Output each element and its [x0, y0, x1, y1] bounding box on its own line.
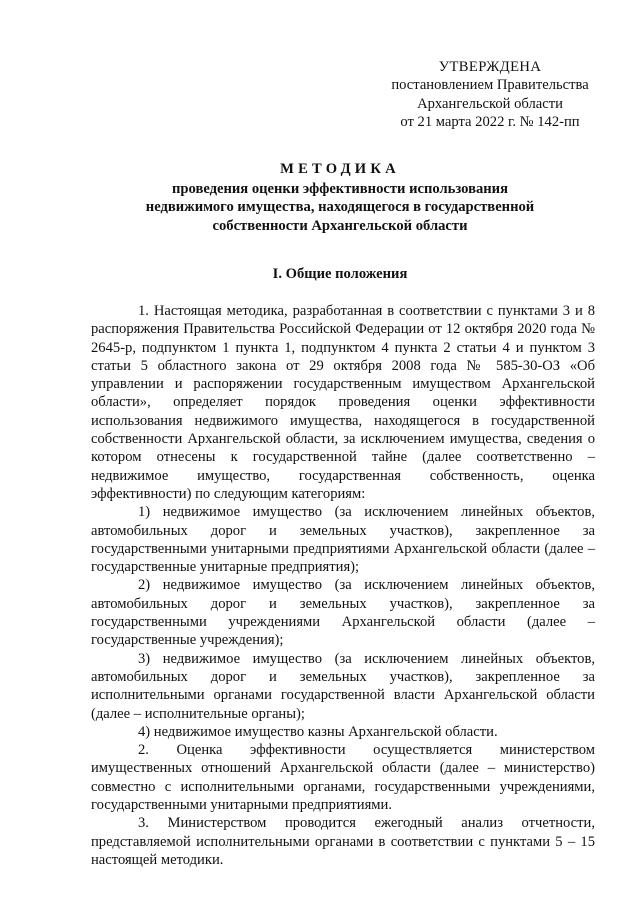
paragraph-2: 2. Оценка эффективности осуществляется министерством имущественных отношений Архангельской области (далее – министерство) совместно с исполнительными органами, государственными учреждениями, государственными унитарными предприятиями.: [91, 742, 595, 814]
document-title: МЕТОДИКА: [280, 161, 400, 177]
paragraph-3: 3. Министерством проводится ежегодный анализ отчетности, представляемой исполнительными органами в соответствии с пунктами 5 – 15 настоящей методики.: [91, 815, 595, 868]
approval-stamp: [380, 58, 600, 132]
paragraph-1-item-2: 2) недвижимое имущество (за исключением линейных объектов, автомобильных дорог и земельных участков), закрепленное за государственными учреждениями Архангельской области (далее – государственные учреждения);: [91, 577, 595, 649]
paragraph-1-item-1: 1) недвижимое имущество (за исключением линейных объектов, автомобильных дорог и земельных участков), закрепленное за государственными унитарными предприятиями Архангельской области (далее – государственные унитарные предприятия);: [91, 504, 595, 576]
approval-line-1: постановлением Правительства: [391, 77, 589, 94]
paragraph-1-item-3: 3) недвижимое имущество (за исключением линейных объектов, автомобильных дорог и земельных участков), закрепленное за исполнительными органами государственной власти Архангельской области (далее – исполнительные органы);: [91, 650, 595, 722]
document-subtitle-line-3: собственности Архангельской области: [212, 217, 468, 234]
paragraph-1-item-4: 4) недвижимое имущество казны Архангельской области.: [138, 723, 498, 740]
document-subtitle-line-2: недвижимого имущества, находящегося в государственной: [145, 199, 535, 216]
section-heading: I. Общие положения: [272, 266, 408, 282]
document-subtitle-line-1: проведения оценки эффективности использования: [172, 180, 508, 197]
approval-line-3: от 21 марта 2022 г. № 142-пп: [400, 114, 580, 131]
approval-line-2: Архангельской области: [417, 95, 563, 112]
paragraph-1: 1. Настоящая методика, разработанная в соответствии с пунктами 3 и 8 распоряжения Правительства Российской Федерации от 12 октября 2020 года № 2645-р, подпунктом 1 пункта 1, подпунктом 4 пункта 2 статьи 4 и пунктом 3 статьи 5 областного закона от 29 октября 2008 года № 585-30-ОЗ «Об управлении и распоряжении государственным имуществом Архангельской области», определяет порядок проведения оценки эффективности использования недвижимого имущества, находящегося в государственной собственности Архангельской области, за исключением имущества, сведения о котором отнесены к государственной тайне (далее соответственно – недвижимое имущество, государственная собственность, оценка эффективности) по следующим категориям:: [91, 303, 595, 502]
approval-title: УТВЕРЖДЕНА: [438, 59, 542, 75]
document-title-block: [60, 160, 620, 235]
section-body: [91, 302, 595, 869]
